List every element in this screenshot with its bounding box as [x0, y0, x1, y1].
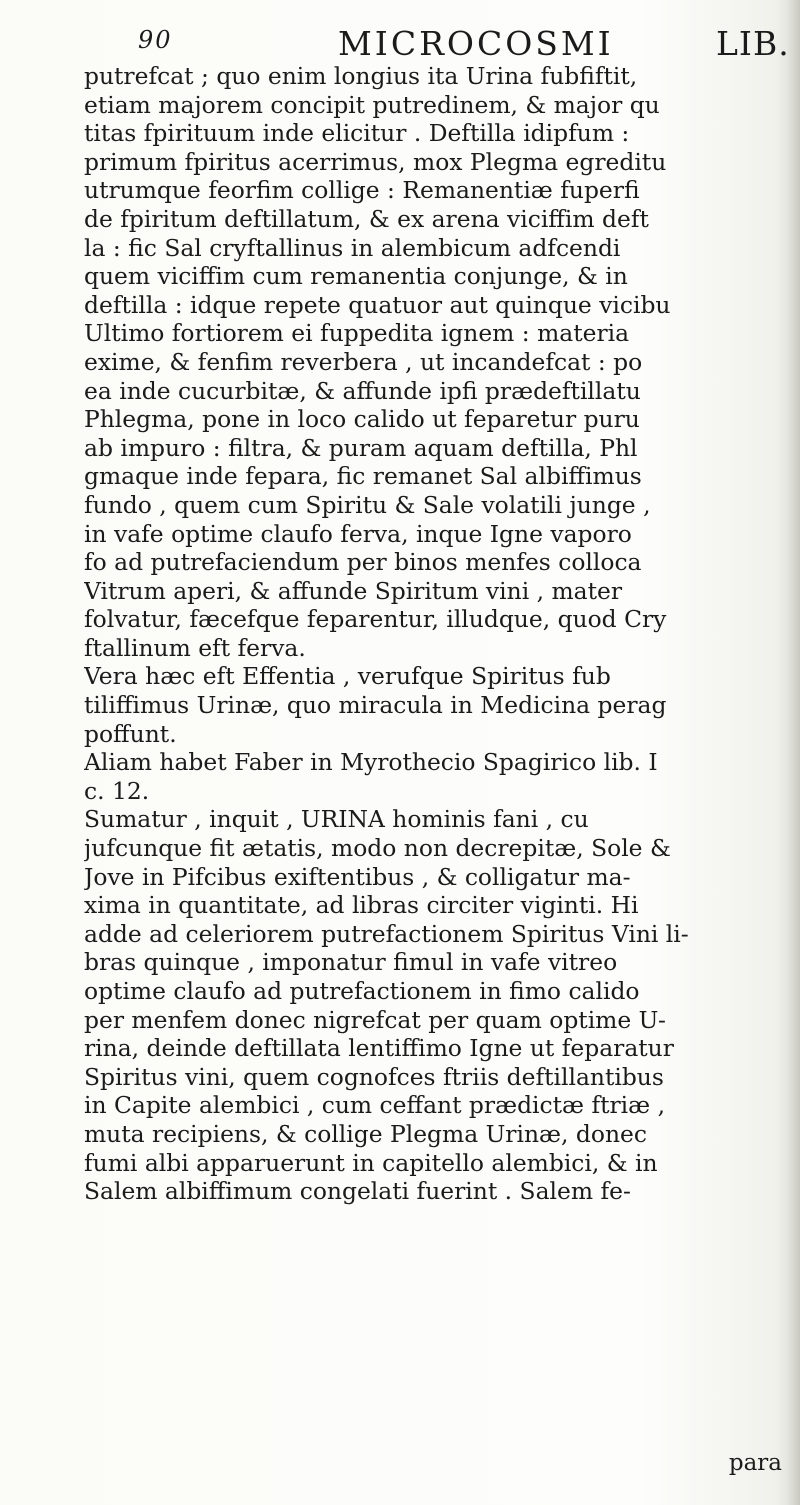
text-line: titas fpirituum inde elicitur . Deftilla idipfum :	[84, 119, 630, 148]
text-line: in vafe optime claufo ferva, inque Igne vaporo	[84, 519, 632, 548]
text-line: Ultimo fortiorem ei fuppedita ignem : materia	[84, 319, 630, 348]
text-line: ea inde cucurbitæ, & affunde ipfi prædeftillatu	[84, 376, 641, 405]
text-line: adde ad celeriorem putrefactionem Spiritus Vini li-	[84, 919, 689, 948]
text-line: primum fpiritus acerrimus, mox Plegma egreditu	[84, 147, 667, 176]
text-line: putrefcat ; quo enim longius ita Urina fubfiftit,	[84, 62, 638, 90]
text-line: jufcunque fit ætatis, modo non decrepitæ, Sole &	[84, 834, 671, 863]
text-line: Spiritus vini, quem cognofces ftriis deftillantibus	[84, 1062, 664, 1091]
text-line: utrumque feorfim collige : Remanentiæ fuperfi	[84, 176, 640, 205]
text-line: Sumatur , inquit , URINA hominis fani , cu	[84, 805, 589, 834]
running-title: MICROCOSMI	[338, 24, 614, 63]
text-line: Phlegma, pone in loco calido ut feparetur puru	[84, 405, 640, 434]
text-line: rina, deinde deftillata lentiffimo Igne ut feparatur	[84, 1034, 674, 1063]
text-line: Salem albiffimum congelati fuerint . Salem fe-	[84, 1177, 631, 1206]
text-line: muta recipiens, & collige Plegma Urinæ, donec	[84, 1119, 647, 1148]
text-line: fumi albi apparuerunt in capitello alembici, & in	[84, 1148, 658, 1177]
catchword: para	[728, 1450, 782, 1476]
text-line: gmaque inde fepara, fic remanet Sal albiffimus	[84, 462, 642, 491]
text-line: folvatur, fæcefque feparentur, illudque, quod Cry	[84, 605, 667, 634]
text-line: per menfem donec nigrefcat per quam optime U-	[84, 1005, 666, 1034]
text-line: deftilla : idque repete quatuor aut quinque vicibu	[84, 290, 671, 319]
text-line: ab impuro : filtra, & puram aquam deftilla, Phl	[84, 433, 638, 462]
text-line: la : fic Sal cryftallinus in alembicum adfcendi	[84, 233, 621, 262]
text-line: fundo , quem cum Spiritu & Sale volatili junge ,	[84, 490, 651, 519]
text-line: c. 12.	[84, 776, 150, 805]
text-line: Aliam habet Faber in Myrothecio Spagirico lib. I	[84, 748, 658, 777]
text-line: Jove in Pifcibus exiftentibus , & colligatur ma-	[84, 862, 631, 891]
text-line: exime, & fenfim reverbera , ut incandefcat : po	[84, 347, 643, 376]
text-line: Vera hæc eft Effentia , verufque Spiritus fub	[84, 662, 611, 691]
text-line: poffunt.	[84, 719, 177, 748]
text-line: fo ad putrefaciendum per binos menfes colloca	[84, 548, 642, 577]
text-line: Vitrum aperi, & affunde Spiritum vini , mater	[84, 576, 623, 605]
text-line: ftallinum eft ferva.	[84, 633, 306, 662]
text-line: etiam majorem concipit putredinem, & major qu	[84, 90, 660, 119]
text-line: optime claufo ad putrefactionem in fimo calido	[84, 977, 640, 1005]
text-line: in Capite alembici , cum ceffant prædictæ ftriæ ,	[84, 1091, 666, 1120]
text-line: quem viciffim cum remanentia conjunge, & in	[84, 262, 628, 291]
body-text	[84, 62, 794, 1206]
text-line: tiliffimus Urinæ, quo miracula in Medicina perag	[84, 691, 667, 720]
text-line: xima in quantitate, ad libras circiter viginti. Hi	[84, 891, 639, 920]
text-line: bras quinque , imponatur fimul in vafe vitreo	[84, 948, 618, 977]
text-line: de fpiritum deftillatum, & ex arena viciffim deft	[84, 204, 649, 233]
book-label: LIB.	[716, 24, 790, 63]
page-number: 90	[138, 26, 173, 54]
